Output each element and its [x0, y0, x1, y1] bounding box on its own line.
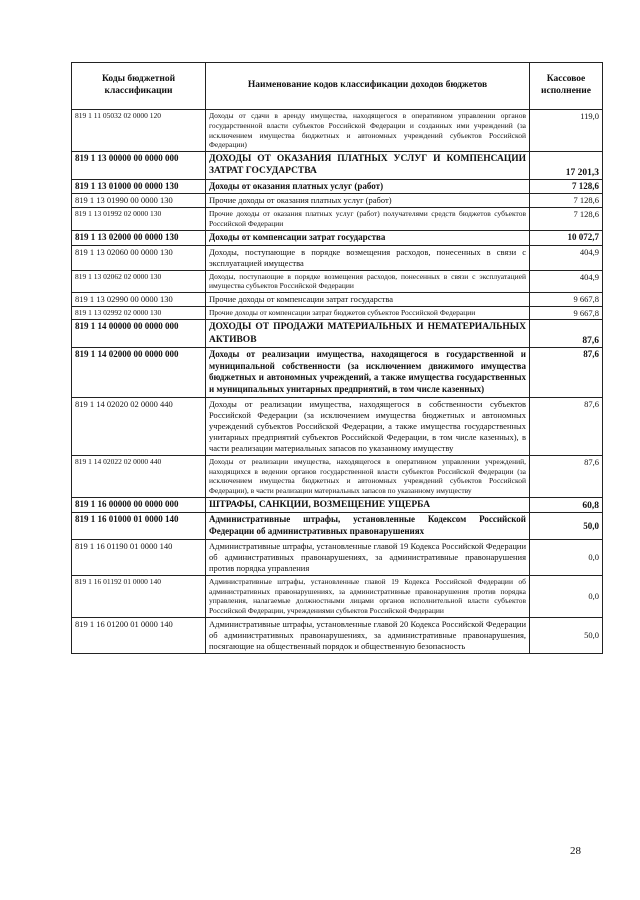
row-amount-cell: 7 128,6 — [530, 179, 603, 194]
header-code: Коды бюджетной классификации — [72, 63, 206, 110]
row-amount-cell: 9 667,8 — [530, 307, 603, 320]
row-name-cell: ДОХОДЫ ОТ ПРОДАЖИ МАТЕРИАЛЬНЫХ И НЕМАТЕРИАЛЬНЫХ АКТИВОВ — [206, 320, 530, 348]
row-amount-cell: 9 667,8 — [530, 293, 603, 307]
row-name-cell: Доходы от реализации имущества, находящегося в собственности субъектов Российской Федерации (за исключением имущества бюджетных и автономных учреждений субъектов Российской Федерации, а также имущества государственных унитарных предприятий субъектов Российской Федерации, в том числе казенных), в части реализации материальных запасов по указанному имуществу — [206, 397, 530, 455]
header-amount: Кассовое исполнение — [530, 63, 603, 110]
row-code-cell: 819 1 16 01000 01 0000 140 — [72, 513, 206, 539]
row-amount-cell: 7 128,6 — [530, 208, 603, 231]
row-code-cell: 819 1 14 02020 02 0000 440 — [72, 397, 206, 455]
table-row — [72, 397, 603, 455]
row-amount-cell: 404,9 — [530, 245, 603, 270]
row-code-cell: 819 1 14 02000 00 0000 000 — [72, 347, 206, 397]
table-row — [72, 293, 603, 307]
row-code-cell: 819 1 13 02000 00 0000 130 — [72, 230, 206, 245]
table-row — [72, 575, 603, 617]
table-row — [72, 320, 603, 348]
table-row — [72, 208, 603, 231]
table-row — [72, 347, 603, 397]
row-name-cell: Доходы от оказания платных услуг (работ) — [206, 179, 530, 194]
table-row — [72, 110, 603, 152]
table-row — [72, 455, 603, 497]
page-number: 28 — [570, 845, 581, 857]
row-name-cell: Прочие доходы от компенсации затрат бюджетов субъектов Российской Федерации — [206, 307, 530, 320]
row-name-cell: Прочие доходы от оказания платных услуг (работ) — [206, 194, 530, 208]
row-name-cell: ШТРАФЫ, САНКЦИИ, ВОЗМЕЩЕНИЕ УЩЕРБА — [206, 497, 530, 512]
row-name-cell: Административные штрафы, установленные главой 19 Кодекса Российской Федерации об административных правонарушениях, за административные правонарушения против порядка управления, налагаемые должностными лицами органов исполнительной власти субъектов Российской Федерации, учреждениями субъектов Российской Федерации — [206, 575, 530, 617]
row-code-cell: 819 1 14 00000 00 0000 000 — [72, 320, 206, 348]
table-row — [72, 152, 603, 180]
row-amount-cell: 50,0 — [530, 513, 603, 539]
table-row — [72, 497, 603, 512]
row-amount-cell: 60,8 — [530, 497, 603, 512]
table-row — [72, 179, 603, 194]
row-amount-cell: 0,0 — [530, 539, 603, 575]
row-name-cell: Прочие доходы от оказания платных услуг (работ) получателями средств бюджетов субъектов Российской Федерации — [206, 208, 530, 231]
table-header-row — [72, 63, 603, 110]
row-amount-cell: 7 128,6 — [530, 194, 603, 208]
row-name-cell: Административные штрафы, установленные главой 19 Кодекса Российской Федерации об административных правонарушениях, за административные правонарушения против порядка управления — [206, 539, 530, 575]
row-code-cell: 819 1 16 00000 00 0000 000 — [72, 497, 206, 512]
row-name-cell: Административные штрафы, установленные главой 20 Кодекса Российской Федерации об административных правонарушениях, за административные правонарушения, посягающие на общественный порядок и общественную безопасность — [206, 617, 530, 653]
row-amount-cell: 0,0 — [530, 575, 603, 617]
row-amount-cell: 404,9 — [530, 270, 603, 293]
revenue-table — [71, 62, 603, 654]
row-code-cell: 819 1 11 05032 02 0000 120 — [72, 110, 206, 152]
row-name-cell: Доходы, поступающие в порядке возмещения расходов, понесенных в связи с эксплуатацией имущества — [206, 245, 530, 270]
row-amount-cell: 87,6 — [530, 397, 603, 455]
row-name-cell: Доходы от реализации имущества, находящегося в оперативном управлении учреждений, находящихся в ведении органов государственной власти субъектов Российской Федерации (за исключением имущества бюджетных и автономных учреждений субъектов Российской Федерации), в части реализации материальных запасов по указанному имуществу — [206, 455, 530, 497]
table-body — [72, 110, 603, 654]
row-name-cell: ДОХОДЫ ОТ ОКАЗАНИЯ ПЛАТНЫХ УСЛУГ И КОМПЕНСАЦИИ ЗАТРАТ ГОСУДАРСТВА — [206, 152, 530, 180]
table-row — [72, 194, 603, 208]
table-row — [72, 539, 603, 575]
row-code-cell: 819 1 13 02990 00 0000 130 — [72, 293, 206, 307]
row-amount-cell: 87,6 — [530, 320, 603, 348]
table-row — [72, 617, 603, 653]
row-code-cell: 819 1 13 02992 02 0000 130 — [72, 307, 206, 320]
table-row — [72, 230, 603, 245]
row-code-cell: 819 1 13 02062 02 0000 130 — [72, 270, 206, 293]
row-code-cell: 819 1 13 00000 00 0000 000 — [72, 152, 206, 180]
table-row — [72, 513, 603, 539]
header-name: Наименование кодов классификации доходов бюджетов — [206, 63, 530, 110]
row-code-cell: 819 1 14 02022 02 0000 440 — [72, 455, 206, 497]
table-row — [72, 245, 603, 270]
row-code-cell: 819 1 16 01190 01 0000 140 — [72, 539, 206, 575]
row-amount-cell: 17 201,3 — [530, 152, 603, 180]
table-row — [72, 307, 603, 320]
row-code-cell: 819 1 13 02060 00 0000 130 — [72, 245, 206, 270]
row-code-cell: 819 1 13 01000 00 0000 130 — [72, 179, 206, 194]
row-name-cell: Административные штрафы, установленные Кодексом Российской Федерации об административных правонарушениях — [206, 513, 530, 539]
row-amount-cell: 119,0 — [530, 110, 603, 152]
row-code-cell: 819 1 16 01192 01 0000 140 — [72, 575, 206, 617]
row-name-cell: Доходы от реализации имущества, находящегося в государственной и муниципальной собственности (за исключением движимого имущества бюджетных и автономных учреждений, а также имущества государственных и муниципальных унитарных предприятий, в том числе казенных) — [206, 347, 530, 397]
row-amount-cell: 87,6 — [530, 347, 603, 397]
row-code-cell: 819 1 13 01990 00 0000 130 — [72, 194, 206, 208]
row-amount-cell: 87,6 — [530, 455, 603, 497]
row-name-cell: Прочие доходы от компенсации затрат государства — [206, 293, 530, 307]
row-name-cell: Доходы от сдачи в аренду имущества, находящегося в оперативном управлении органов государственной власти субъектов Российской Федерации и созданных ими учреждений (за исключением имущества бюджетных и автономных учреждений субъектов Российской Федерации) — [206, 110, 530, 152]
row-code-cell: 819 1 16 01200 01 0000 140 — [72, 617, 206, 653]
row-name-cell: Доходы от компенсации затрат государства — [206, 230, 530, 245]
table-row — [72, 270, 603, 293]
row-code-cell: 819 1 13 01992 02 0000 130 — [72, 208, 206, 231]
row-amount-cell: 10 072,7 — [530, 230, 603, 245]
row-name-cell: Доходы, поступающие в порядке возмещения расходов, понесенных в связи с эксплуатацией имущества субъектов Российской Федерации — [206, 270, 530, 293]
row-amount-cell: 50,0 — [530, 617, 603, 653]
